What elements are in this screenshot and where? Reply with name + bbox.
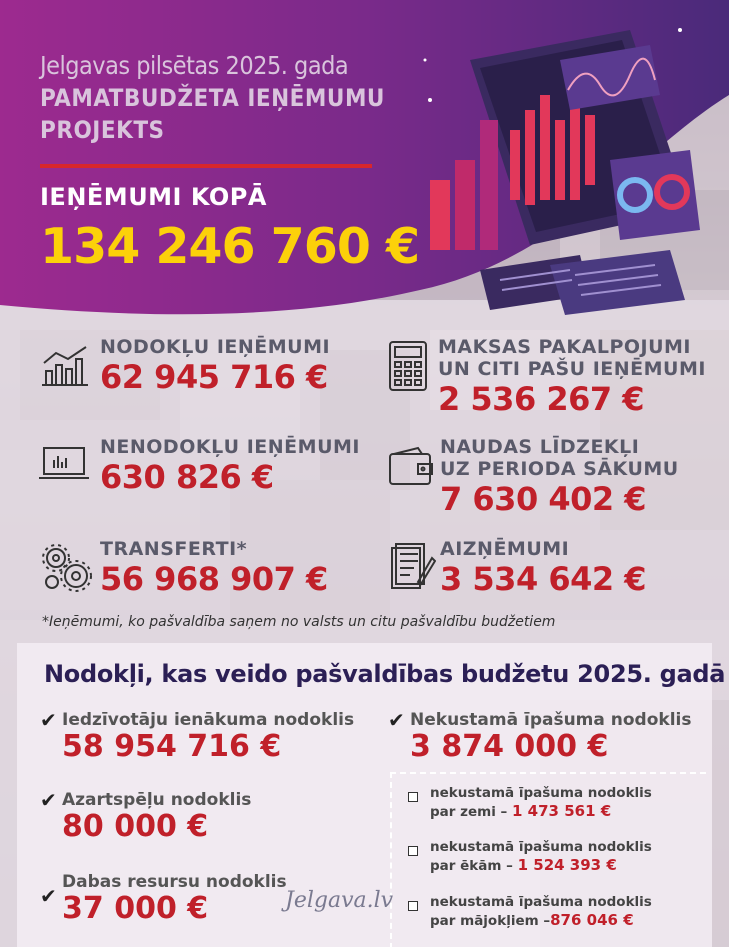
bullet-square-icon: [408, 792, 418, 802]
category-label-line-2: UN CITI PAŠU IEŅĒMUMI: [438, 358, 706, 380]
laptop-chart-icon: [38, 446, 90, 482]
wallet-icon: [388, 446, 434, 486]
title-line-1: Jelgavas pilsētas 2025. gada: [40, 51, 349, 80]
category-label-line-1: NAUDAS LĪDZEKĻI: [440, 436, 640, 458]
checkmark-icon: ✔: [388, 708, 405, 732]
breakdown-line-2: par ēkām –: [430, 858, 518, 874]
footnote: *Ieņēmumi, ko pašvaldība saņem no valsts un citu pašvaldību budžetiem: [42, 614, 556, 630]
tax-item-gambling: [62, 790, 251, 844]
total-value: 134 246 760 €: [40, 218, 420, 275]
category-label: AIZŅĒMUMI: [440, 538, 570, 560]
page-title: [40, 50, 400, 146]
checkmark-icon: ✔: [40, 788, 57, 812]
tax-label: Dabas resursu nodoklis: [62, 872, 287, 892]
category-cash-at-start: [440, 436, 679, 518]
category-transfers: [100, 538, 328, 598]
tax-value: 3 874 000 €: [410, 729, 609, 764]
tax-item-property: [410, 710, 692, 764]
category-services: [438, 336, 706, 418]
breakdown-line-1: nekustamā īpašuma nodoklis: [430, 839, 652, 855]
tax-label: Nekustamā īpašuma nodoklis: [410, 710, 692, 730]
bullet-square-icon: [408, 901, 418, 911]
breakdown-line-1: nekustamā īpašuma nodoklis: [430, 785, 652, 801]
breakdown-line-2: par zemi –: [430, 804, 512, 820]
calculator-icon: [388, 340, 428, 392]
category-label-line-2: UZ PERIODA SĀKUMU: [440, 458, 679, 480]
breakdown-line-2: par mājokļiem –: [430, 913, 551, 929]
taxes-panel-title: Nodokļi, kas veido pašvaldības budžetu 2025. gadā: [44, 660, 726, 688]
category-label: TRANSFERTI*: [100, 538, 248, 560]
category-label: NODOKĻU IEŅĒMUMI: [100, 336, 331, 358]
category-tax-revenue: [100, 336, 330, 396]
tax-label: Iedzīvotāju ienākuma nodoklis: [62, 710, 355, 730]
category-value: 630 826 €: [100, 458, 274, 496]
breakdown-value: 876 046 €: [550, 911, 634, 929]
category-non-tax-revenue: [100, 436, 360, 496]
tax-value: 80 000 €: [62, 809, 209, 844]
category-value: 7 630 402 €: [440, 480, 647, 518]
category-value: 62 945 716 €: [100, 358, 328, 396]
property-breakdown-land: [430, 784, 652, 821]
breakdown-value: 1 524 393 €: [517, 856, 617, 874]
tax-item-natural-resources: [62, 872, 287, 926]
title-line-2: PAMATBUDŽETA IEŅĒMUMU: [40, 84, 385, 112]
category-value: 56 968 907 €: [100, 560, 328, 598]
category-label: NENODOKĻU IEŅĒMUMI: [100, 436, 360, 458]
breakdown-line-1: nekustamā īpašuma nodoklis: [430, 894, 652, 910]
property-breakdown-buildings: [430, 838, 652, 875]
jelgava-logo: Jelgava.lv: [285, 888, 394, 913]
bullet-square-icon: [408, 846, 418, 856]
category-label-line-1: MAKSAS PAKALPOJUMI: [438, 336, 691, 358]
dashboard-illustration-icon: [410, 20, 710, 320]
tax-item-income: [62, 710, 354, 764]
tax-label: Azartspēļu nodoklis: [62, 790, 252, 810]
tax-value: 58 954 716 €: [62, 729, 282, 764]
bar-chart-icon: [40, 345, 90, 387]
checkmark-icon: ✔: [40, 708, 57, 732]
total-label: IEŅĒMUMI KOPĀ: [40, 183, 267, 211]
category-value: 2 536 267 €: [438, 380, 645, 418]
checkmark-icon: ✔: [40, 884, 57, 908]
gears-icon: [38, 540, 92, 594]
title-line-3: PROJEKTS: [40, 116, 165, 144]
property-breakdown-housing: [430, 893, 652, 930]
tax-value: 37 000 €: [62, 891, 209, 926]
breakdown-value: 1 473 561 €: [512, 802, 612, 820]
document-pen-icon: [388, 542, 436, 592]
category-value: 3 534 642 €: [440, 560, 647, 598]
title-divider: [40, 164, 372, 168]
category-loans: [440, 538, 646, 598]
